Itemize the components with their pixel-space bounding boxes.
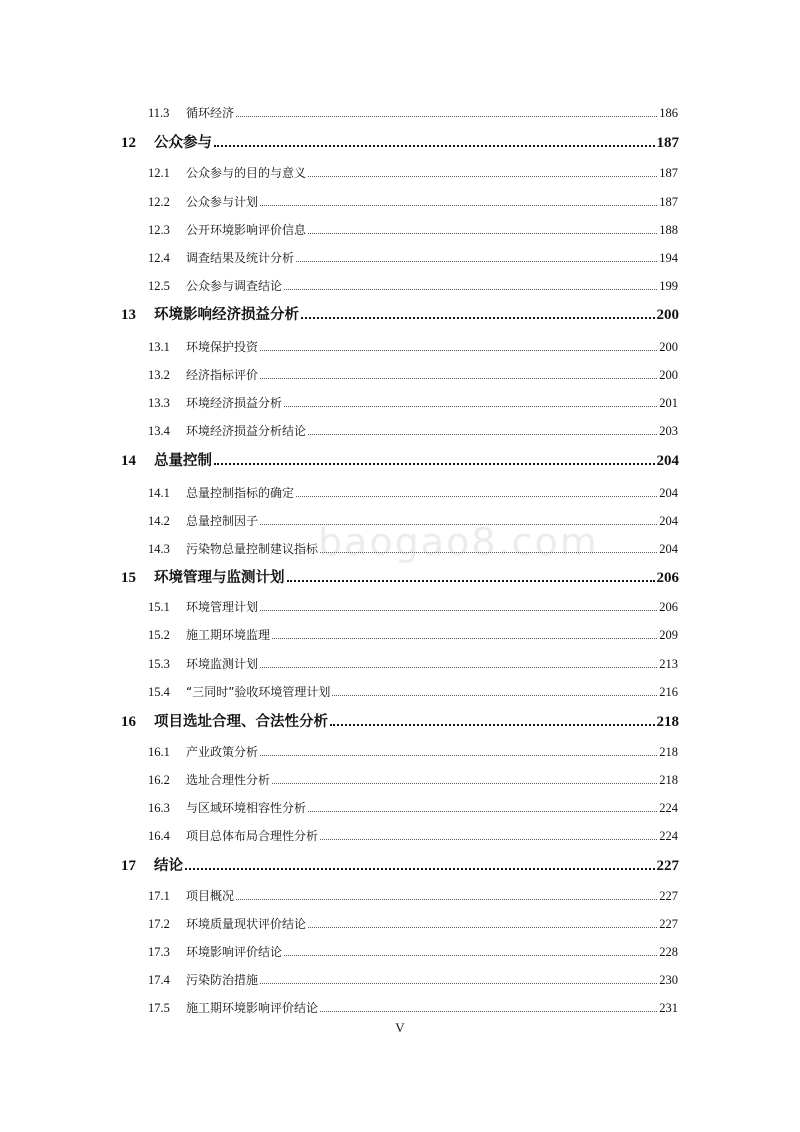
toc-entry-title: 环境质量现状评价结论 xyxy=(186,917,307,931)
toc-section-entry[interactable] xyxy=(148,915,678,932)
toc-section-row xyxy=(0,915,800,935)
toc-section-row xyxy=(0,626,800,646)
toc-entry-number: 13 xyxy=(121,307,136,323)
toc-section-row xyxy=(0,683,800,703)
page-number: V xyxy=(395,1020,405,1035)
toc-entry-number: 12.4 xyxy=(148,251,170,265)
toc-chapter-entry[interactable] xyxy=(121,131,679,152)
toc-section-row xyxy=(0,338,800,358)
toc-dot-leader xyxy=(320,839,657,840)
toc-entry-number: 17.2 xyxy=(148,917,170,931)
toc-entry-page: 224 xyxy=(659,801,678,815)
toc-entry-number: 13.4 xyxy=(148,424,170,438)
toc-section-row xyxy=(0,104,800,124)
toc-chapter-entry[interactable] xyxy=(121,854,679,875)
toc-dot-leader xyxy=(272,638,657,639)
toc-dot-leader xyxy=(272,783,657,784)
toc-entry-page: 204 xyxy=(659,514,678,528)
toc-dot-leader xyxy=(260,983,657,984)
toc-dot-leader xyxy=(260,667,657,668)
toc-entry-number: 15.4 xyxy=(148,685,170,699)
toc-entry-title: 总量控制指标的确定 xyxy=(186,486,295,500)
toc-entry-number: 12.1 xyxy=(148,166,170,180)
toc-section-row xyxy=(0,743,800,763)
toc-chapter-entry[interactable] xyxy=(121,710,679,731)
toc-entry-title: 公众参与 xyxy=(154,135,212,151)
toc-entry-number: 17.3 xyxy=(148,945,170,959)
toc-entry-title: 环境影响评价结论 xyxy=(186,945,283,959)
toc-entry-number: 16.1 xyxy=(148,745,170,759)
toc-entry-page: 187 xyxy=(659,166,678,180)
toc-dot-leader xyxy=(308,233,657,234)
toc-entry-page: 231 xyxy=(659,1001,678,1015)
toc-dot-leader xyxy=(236,899,657,900)
toc-chapter-entry[interactable] xyxy=(121,566,679,587)
toc-entry-number: 17 xyxy=(121,858,136,874)
toc-section-entry[interactable] xyxy=(148,104,678,121)
toc-section-entry[interactable] xyxy=(148,164,678,181)
toc-entry-title: 污染物总量控制建议指标 xyxy=(186,542,319,556)
toc-section-entry[interactable] xyxy=(148,943,678,960)
toc-entry-number: 14.1 xyxy=(148,486,170,500)
toc-chapter-row xyxy=(0,303,800,323)
toc-entry-number: 12.5 xyxy=(148,279,170,293)
toc-entry-title: 环境经济损益分析 xyxy=(186,396,283,410)
toc-chapter-row xyxy=(0,449,800,469)
toc-section-entry[interactable] xyxy=(148,655,678,672)
toc-entry-page: 218 xyxy=(659,773,678,787)
toc-section-row xyxy=(0,887,800,907)
toc-entry-page: 204 xyxy=(659,542,678,556)
toc-entry-title: 产业政策分析 xyxy=(186,745,259,759)
toc-entry-title: 公众参与的目的与意义 xyxy=(186,166,307,180)
toc-chapter-row xyxy=(0,566,800,586)
toc-entry-page: 209 xyxy=(659,628,678,642)
toc-entry-title: 总量控制 xyxy=(154,453,212,469)
toc-entry-page: 218 xyxy=(656,714,679,730)
toc-section-entry[interactable] xyxy=(148,366,678,383)
toc-section-entry[interactable] xyxy=(148,338,678,355)
toc-entry-title: 环境保护投资 xyxy=(186,340,259,354)
toc-dot-leader xyxy=(308,434,657,435)
toc-section-entry[interactable] xyxy=(148,484,678,501)
toc-dot-leader xyxy=(330,724,655,726)
toc-chapter-entry[interactable] xyxy=(121,303,679,324)
toc-section-entry[interactable] xyxy=(148,249,678,266)
toc-dot-leader xyxy=(236,116,657,117)
toc-section-row xyxy=(0,655,800,675)
toc-entry-page: 194 xyxy=(659,251,678,265)
toc-entry-page: 199 xyxy=(659,279,678,293)
toc-entry-page: 224 xyxy=(659,829,678,843)
toc-entry-page: 204 xyxy=(656,453,679,469)
toc-section-row xyxy=(0,394,800,414)
toc-dot-leader xyxy=(308,811,657,812)
toc-entry-title: 项目概况 xyxy=(186,889,235,903)
toc-section-entry[interactable] xyxy=(148,827,678,844)
toc-section-row xyxy=(0,193,800,213)
toc-entry-number: 11.3 xyxy=(148,106,170,120)
toc-entry-title: 环境管理与监测计划 xyxy=(154,570,285,586)
toc-entry-page: 227 xyxy=(659,917,678,931)
toc-entry-title: 环境监测计划 xyxy=(186,657,259,671)
toc-entry-title: 施工期环境影响评价结论 xyxy=(186,1001,319,1015)
toc-section-entry[interactable] xyxy=(148,626,678,643)
toc-dot-leader xyxy=(260,378,657,379)
toc-section-row xyxy=(0,366,800,386)
toc-dot-leader xyxy=(332,695,657,696)
toc-section-row xyxy=(0,799,800,819)
toc-entry-title: 与区域环境相容性分析 xyxy=(186,801,307,815)
toc-section-row xyxy=(0,999,800,1019)
toc-entry-number: 15.2 xyxy=(148,628,170,642)
toc-entry-page: 206 xyxy=(659,600,678,614)
toc-entry-title: 污染防治措施 xyxy=(186,973,259,987)
toc-entry-number: 13.1 xyxy=(148,340,170,354)
toc-entry-number: 12.2 xyxy=(148,195,170,209)
toc-entry-page: 188 xyxy=(659,223,678,237)
toc-entry-page: 213 xyxy=(659,657,678,671)
toc-entry-page: 230 xyxy=(659,973,678,987)
toc-section-row xyxy=(0,422,800,442)
toc-entry-number: 13.2 xyxy=(148,368,170,382)
toc-entry-title: 选址合理性分析 xyxy=(186,773,271,787)
toc-dot-leader xyxy=(284,406,657,407)
toc-entry-title: 公众参与计划 xyxy=(186,195,259,209)
toc-entry-number: 15 xyxy=(121,570,136,586)
toc-dot-leader xyxy=(185,868,655,870)
toc-chapter-row xyxy=(0,710,800,730)
toc-entry-number: 16 xyxy=(121,714,136,730)
toc-entry-title: 施工期环境监理 xyxy=(186,628,271,642)
toc-section-entry[interactable] xyxy=(148,277,678,294)
toc-entry-title: “三同时”验收环境管理计划 xyxy=(186,685,331,699)
toc-entry-page: 200 xyxy=(659,368,678,382)
toc-entry-page: 186 xyxy=(659,106,678,120)
toc-entry-title: 项目选址合理、合法性分析 xyxy=(154,714,328,730)
toc-entry-number: 13.3 xyxy=(148,396,170,410)
toc-section-entry[interactable] xyxy=(148,598,678,615)
toc-section-entry[interactable] xyxy=(148,799,678,816)
toc-entry-title: 总量控制因子 xyxy=(186,514,259,528)
toc-entry-page: 200 xyxy=(659,340,678,354)
toc-section-entry[interactable] xyxy=(148,422,678,439)
toc-dot-leader xyxy=(308,927,657,928)
toc-chapter-row xyxy=(0,854,800,874)
toc-entry-title: 环境经济损益分析结论 xyxy=(186,424,307,438)
toc-entry-title: 环境管理计划 xyxy=(186,600,259,614)
toc-section-row xyxy=(0,164,800,184)
toc-section-row xyxy=(0,771,800,791)
toc-entry-number: 14 xyxy=(121,453,136,469)
toc-entry-title: 调查结果及统计分析 xyxy=(186,251,295,265)
toc-section-row xyxy=(0,827,800,847)
toc-dot-leader xyxy=(320,1011,657,1012)
toc-entry-page: 227 xyxy=(659,889,678,903)
watermark: baogao8.com xyxy=(318,520,599,564)
toc-entry-page: 187 xyxy=(656,135,679,151)
toc-entry-page: 216 xyxy=(659,685,678,699)
toc-dot-leader xyxy=(301,317,655,319)
toc-entry-number: 14.3 xyxy=(148,542,170,556)
toc-section-row xyxy=(0,598,800,618)
toc-entry-title: 经济指标评价 xyxy=(186,368,259,382)
toc-section-entry[interactable] xyxy=(148,221,678,238)
toc-entry-number: 15.1 xyxy=(148,600,170,614)
toc-chapter-row xyxy=(0,131,800,151)
toc-entry-number: 16.3 xyxy=(148,801,170,815)
toc-section-row xyxy=(0,943,800,963)
toc-dot-leader xyxy=(296,496,657,497)
toc-section-row xyxy=(0,484,800,504)
toc-entry-number: 15.3 xyxy=(148,657,170,671)
toc-chapter-entry[interactable] xyxy=(121,449,679,470)
toc-dot-leader xyxy=(308,176,657,177)
toc-dot-leader xyxy=(284,955,657,956)
toc-entry-number: 12.3 xyxy=(148,223,170,237)
toc-section-entry[interactable] xyxy=(148,999,678,1016)
toc-entry-page: 200 xyxy=(656,307,679,323)
toc-dot-leader xyxy=(260,610,657,611)
toc-section-row xyxy=(0,249,800,269)
toc-section-entry[interactable] xyxy=(148,743,678,760)
toc-entry-number: 17.4 xyxy=(148,973,170,987)
toc-section-entry[interactable] xyxy=(148,771,678,788)
toc-entry-number: 16.2 xyxy=(148,773,170,787)
toc-entry-number: 14.2 xyxy=(148,514,170,528)
toc-section-entry[interactable] xyxy=(148,683,678,700)
toc-entry-page: 228 xyxy=(659,945,678,959)
toc-dot-leader xyxy=(296,261,657,262)
toc-entry-title: 循环经济 xyxy=(186,106,235,120)
toc-dot-leader xyxy=(214,463,655,465)
toc-entry-page: 204 xyxy=(659,486,678,500)
toc-entry-title: 结论 xyxy=(154,858,183,874)
toc-entry-title: 环境影响经济损益分析 xyxy=(154,307,299,323)
toc-dot-leader xyxy=(284,289,657,290)
toc-section-entry[interactable] xyxy=(148,193,678,210)
toc-section-entry[interactable] xyxy=(148,394,678,411)
toc-entry-title: 公众参与调查结论 xyxy=(186,279,283,293)
toc-dot-leader xyxy=(260,205,657,206)
toc-entry-number: 17.1 xyxy=(148,889,170,903)
toc-entry-page: 187 xyxy=(659,195,678,209)
toc-entry-title: 公开环境影响评价信息 xyxy=(186,223,307,237)
toc-entry-page: 203 xyxy=(659,424,678,438)
toc-entry-number: 17.5 xyxy=(148,1001,170,1015)
toc-section-entry[interactable] xyxy=(148,971,678,988)
toc-entry-page: 201 xyxy=(659,396,678,410)
toc-entry-page: 227 xyxy=(656,858,679,874)
toc-dot-leader xyxy=(214,145,655,147)
toc-entry-number: 12 xyxy=(121,135,136,151)
toc-section-entry[interactable] xyxy=(148,887,678,904)
toc-section-row xyxy=(0,221,800,241)
toc-dot-leader xyxy=(260,755,657,756)
toc-dot-leader xyxy=(287,580,655,582)
toc-dot-leader xyxy=(260,350,657,351)
toc-entry-number: 16.4 xyxy=(148,829,170,843)
toc-section-row xyxy=(0,971,800,991)
toc-entry-page: 218 xyxy=(659,745,678,759)
toc-entry-title: 项目总体布局合理性分析 xyxy=(186,829,319,843)
toc-entry-page: 206 xyxy=(656,570,679,586)
toc-section-row xyxy=(0,277,800,297)
